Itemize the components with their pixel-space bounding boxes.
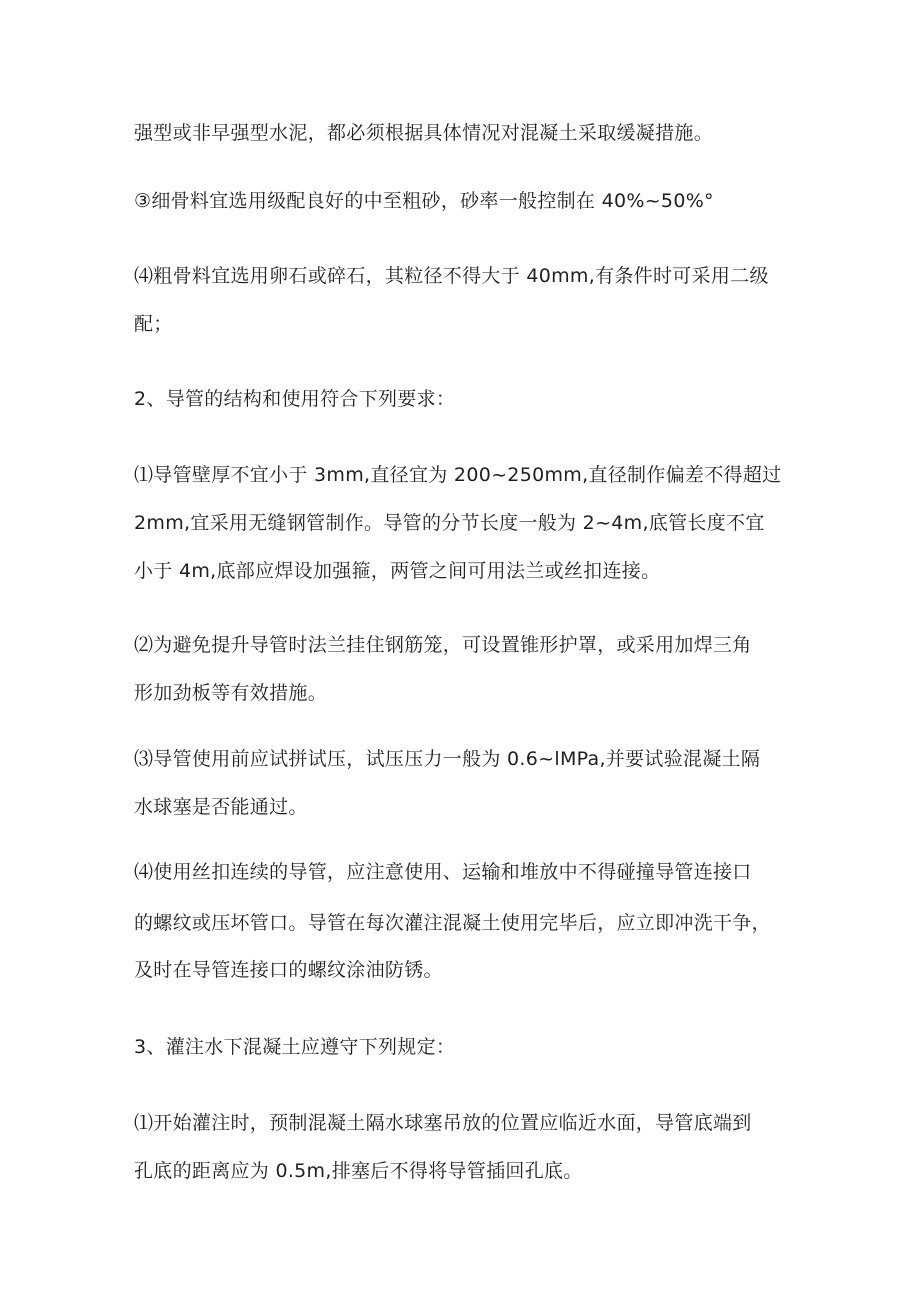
text-line-6: ⑴导管壁厚不宜小于 3mm,直径宜为 200~250mm,直径制作偏差不得超过 <box>134 464 782 486</box>
section-heading-2: 2、导管的结构和使用符合下列要求： <box>134 388 456 410</box>
text-line-10: 形加劲板等有效措施。 <box>134 682 328 704</box>
text-line-17: ⑴开始灌注时，预制混凝土隔水球塞吊放的位置应临近水面，导管底端到 <box>134 1112 752 1134</box>
text-line-15: 及时在导管连接口的螺纹涂油防锈。 <box>134 959 443 981</box>
text-line-18: 孔底的距离应为 0.5m,排塞后不得将导管插回孔底。 <box>134 1160 583 1182</box>
text-line-13: ⑷使用丝扣连续的导管，应注意使用、运输和堆放中不得碰撞导管连接口 <box>134 861 752 883</box>
text-line-4: 配； <box>134 313 173 335</box>
text-line-11: ⑶导管使用前应试拼试压，试压压力一般为 0.6~lMPa,并要试验混凝土隔 <box>134 748 761 770</box>
text-line-12: 水球塞是否能通过。 <box>134 796 308 818</box>
text-line-8: 小于 4m,底部应焊设加强箍，两管之间可用法兰或丝扣连接。 <box>134 560 661 582</box>
text-line-2: ③细骨料宜选用级配良好的中至粗砂，砂率一般控制在 40%~50%° <box>134 190 714 212</box>
text-line-1: 强型或非早强型水泥，都必须根据具体情况对混凝土采取缓凝措施。 <box>134 122 714 144</box>
text-line-3: ⑷粗骨料宜选用卵石或碎石，其粒径不得大于 40mm,有条件时可采用二级 <box>134 265 769 287</box>
text-line-14: 的螺纹或压坏管口。导管在每次灌注混凝土使用完毕后，应立即冲洗干争， <box>134 912 771 934</box>
text-line-9: ⑵为避免提升导管时法兰挂住钢筋笼，可设置锥形护罩，或采用加焊三角 <box>134 634 752 656</box>
section-heading-3: 3、灌注水下混凝土应遵守下列规定： <box>134 1036 456 1058</box>
text-line-7: 2mm,宜采用无缝钢管制作。导管的分节长度一般为 2~4m,底管长度不宜 <box>134 512 765 534</box>
